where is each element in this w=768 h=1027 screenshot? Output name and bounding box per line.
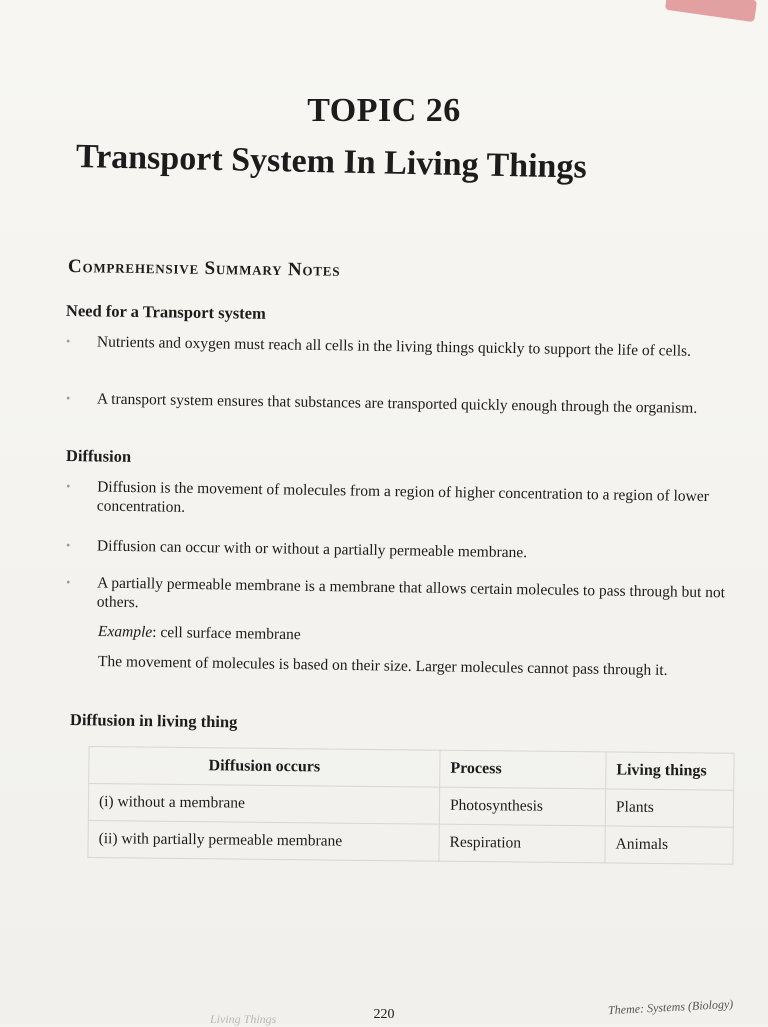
corner-mark bbox=[665, 0, 757, 22]
page-title: Transport System In Living Things bbox=[75, 138, 588, 186]
table-cell: (ii) with partially permeable membrane bbox=[88, 821, 439, 862]
footer-left-text: Living Things bbox=[210, 1012, 277, 1026]
bullet-text: Diffusion is the movement of molecules from a region of higher concentration to a region of lower concentration. bbox=[96, 478, 710, 516]
size-note: The movement of molecules is based on their size. Larger molecules cannot pass through it. bbox=[97, 653, 668, 679]
bullet-text: Nutrients and oxygen must reach all cells in the living things quickly to support the life of cells. bbox=[96, 333, 692, 360]
page-number: 220 bbox=[373, 1007, 395, 1022]
column-header: Diffusion occurs bbox=[89, 747, 440, 788]
topic-number: TOPIC 26 bbox=[307, 92, 461, 129]
list-item bbox=[66, 536, 742, 566]
table-cell: Plants bbox=[605, 789, 733, 827]
list-item bbox=[66, 389, 742, 419]
diffusion-table bbox=[87, 746, 734, 865]
example-line bbox=[98, 622, 748, 651]
column-header: Living things bbox=[606, 752, 734, 790]
bullet-icon: • bbox=[65, 391, 71, 406]
need-heading: Need for a Transport system bbox=[65, 301, 266, 323]
bullet-icon: • bbox=[65, 538, 71, 553]
list-item bbox=[66, 573, 743, 622]
bullet-icon: • bbox=[66, 479, 71, 494]
bullet-text: Diffusion can occur with or without a partially permeable membrane. bbox=[96, 537, 528, 562]
bullet-icon: • bbox=[66, 575, 71, 590]
table-cell: Respiration bbox=[439, 824, 605, 863]
section-heading: Comprehensive Summary Notes bbox=[67, 256, 341, 281]
table-row bbox=[88, 821, 733, 865]
table-cell: (i) without a membrane bbox=[88, 784, 439, 825]
table-heading: Diffusion in living thing bbox=[69, 710, 238, 732]
list-item bbox=[66, 477, 743, 526]
table-cell: Photosynthesis bbox=[439, 787, 605, 826]
list-item bbox=[66, 332, 742, 362]
footer-theme-text: Theme: Systems (Biology) bbox=[607, 996, 734, 1018]
table-cell: Animals bbox=[605, 826, 733, 864]
bullet-text: A transport system ensures that substances are transported quickly enough through the organism. bbox=[96, 390, 698, 417]
bullet-icon: • bbox=[65, 334, 71, 349]
column-header: Process bbox=[440, 750, 606, 789]
example-text: : cell surface membrane bbox=[152, 623, 301, 644]
bullet-text: A partially permeable membrane is a membrane that allows certain molecules to pass through but not others. bbox=[96, 574, 726, 612]
example-label: Example bbox=[97, 623, 153, 641]
diffusion-heading: Diffusion bbox=[65, 446, 132, 466]
